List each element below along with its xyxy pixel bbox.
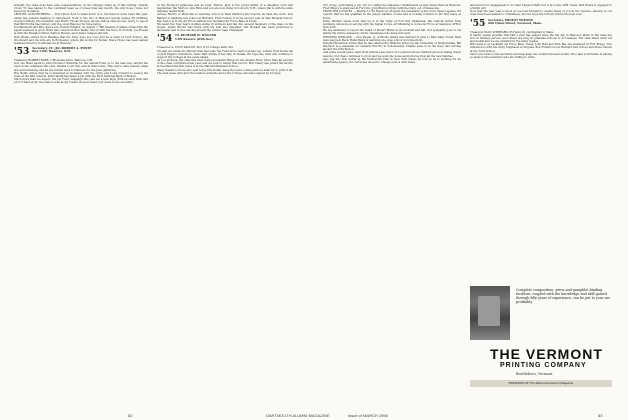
class-year-header xyxy=(157,34,293,44)
secretary-name: Secretary, ERNEST WIENER xyxy=(488,17,533,22)
column-paragraph: Send your news to the secretary and help keep the column full each month. The class is fortunate in having so many active members who are willing to write. xyxy=(470,52,612,59)
secretary-address: 600 Chase Street, Norwood, Mass. xyxy=(488,20,543,25)
column-paragraph: Though our ranks are thinner than last year, the Fund drive went over the top. Letters from Korea tell of Jack Eagan's adventure; Gene Dart writes of his duty in Alaska. We hope the class will continue to support the College in the years ahead. xyxy=(157,49,293,59)
ad-printers-bar xyxy=(470,380,612,387)
column-paragraph: Also ran into Bob Sutter at the Dartmouth Club in New York where he told us he is working for an advertising agency. Ed Curtis has moved to Chicago and is with Sears. xyxy=(323,57,461,64)
class-secretary xyxy=(175,34,216,41)
column-paragraph: Many thanks to those who sent notes this month. Keep the news coming and we shall try to print it all. The next issue will carry the reunion schedule and a list of those who have signed up for June. xyxy=(157,68,293,75)
column-paragraph: straight, the class does have nine representatives on the Olympic Team as of this writing. Charlie Cross '53 was named to the combined team as of press time last month. We only hope I have not been lost in mail in. xyxy=(14,4,148,14)
ad-bar-text: PRINTERS OF The Dartmouth Alumni Magazine xyxy=(508,381,574,385)
secretary-address: USN Reserve (ODS-Sec) xyxy=(175,36,213,41)
ad-title-2: PRINTING COMPANY xyxy=(500,362,587,369)
column-paragraph: Now that the new year is upon us we look forward to seeing many of you at the reunion. Several of our class have been named to committees, and we hope the turnout will be the best ever. xyxy=(470,10,612,17)
column-paragraph: Bill Lewis is at Lackland Air Force Base, Texas. John Hall and Dick Bay are stationed at Fort Bragg. Tom Anderson is with the Army Engineers in Virginia. Bob Fullerton is at Harvard Law School and Steve Carson at the Tuck School. xyxy=(470,43,612,53)
column-paragraph: announced for engagement to Lt. Paul Tingsel USAF, but is at Lowry AFB, Texas. Bud Evans is engaged to a Smith girl. xyxy=(470,4,612,11)
column-paragraph: WEDDING DEBLOCK ... Don Pippin, Jr. of Rhode Island was married in June to Miss Sally Tower. Best man was Jack Beck. Hank Black is teaching at a prep school in Connecticut. xyxy=(323,35,461,42)
column-paragraph: Treasurer, PAUL SHEPPARD, 65 Fenny St., Springfield 9, Mass. xyxy=(470,30,554,34)
column-paragraph: Ed Hammond and Mrs. had a son, Robert Edward, on August 7. Bill Stearns of Maine writes that the paper business is good. Word has come from Bob Keller, who is with the Navy in Norfolk. Joe Rowan is with the Sheraton Hotel chain in Boston, and visited campus last fall. xyxy=(14,26,148,36)
column-paragraph: We spent the New Year's holiday skiing in Vermont and ran into several members of the class on the slopes. Sandy Brown was there with his wife and daughter. Ted Howard has been promoted to lieutenant and is now serving aboard the carrier Lake Champlain. xyxy=(157,22,293,33)
secretary-name: Secretary, LT. (JG) ROBERT A. PONTE xyxy=(32,46,92,51)
class-year-header xyxy=(470,19,612,29)
page-number-right: 83 xyxy=(598,413,603,418)
text-column-1 xyxy=(14,4,148,404)
text-column-2 xyxy=(157,4,293,404)
column-paragraph: Treasurer, A. LYNN DALTON, Box 1101 College Park, Md. xyxy=(157,46,234,50)
secretary-address: Box 1100, Hanover, N.H. xyxy=(32,49,71,54)
column-paragraph: Dwight Henderson writes that he has entered the Wharton School at the University of Pennsylvania. Bill Peterson is a salesman for General Electric in Schenectady. Charlie Lane is in the Navy and serving aboard the USS Boston. xyxy=(323,41,461,52)
column-paragraph: Treasurer, ROBERT BARR, 2 Riverside Drive, Hanover, N.H. xyxy=(14,59,94,63)
column-paragraph: Kirby Winters sends word that he is in the Army at Fort Sill, Oklahoma. Jim Lamont writes from Germany, where he is serving with the Signal Corps. Art Manning is in the Air Force at Sampson AFB in New York. xyxy=(323,19,461,30)
class-year: '53 xyxy=(14,47,30,58)
class-year-header xyxy=(14,47,148,57)
vermont-printing-advertisement xyxy=(470,286,612,396)
ad-title: THE VERMONT xyxy=(490,346,603,362)
column-paragraph: CIC group, performing a job, not too unlike the stateside commitments as they knew them at Hanover. Fred Wilson is stationed at Fort Dix. John Brant is flying with the Navy out of Pensacola. xyxy=(323,4,461,11)
text-column-3 xyxy=(323,4,461,404)
column-paragraph: in the Rockport Jamboree and as Capt. Patton, Jack is the proud father of a daughter born last September. Jim Morton, wife Ellen and son are now living in Concord, N.H., where Jim is with the state highway department. xyxy=(157,4,293,14)
class-secretary xyxy=(488,19,542,26)
column-paragraph: George Morris of Plymouth is teaching school in West Hartford and reports he likes the work. Don Ballard is finishing law school at Harvard. Fred Carson is in his second year at Yale Medical School. Ray Taylor is in the Air Force stationed at Lackland Air Force Base in Texas. xyxy=(157,13,293,23)
column-paragraph: Much more than we expect, the job Fund campaign this year set a new high. With an early start and a lot of hard work, the class is well along toward its goal. Send your news to the secretary. xyxy=(14,77,148,85)
column-paragraph: And some recent news came from Jimmie Lane and Lou Lovelund whose children are now taking music lessons. Our class continues to grow and we welcome notes and pictures from all the new families. xyxy=(323,51,461,58)
ad-subtitle: Brattleboro, Vermont xyxy=(516,372,553,376)
column-paragraph: Our one Head Agent is John Grovenor. Rewards for the Alumni Fund go to the men who carried the load on the campaign this year. Thanks to all who sent in their notes. This year's class reunion plans are well underway and all are invited back to Hanover for the June gathering. xyxy=(14,62,148,72)
column-paragraph: We are saddened to report the death of Robert Miller in an accident last fall. Our sympathy goes to his family. He will be missed by all his classmates who knew him well. xyxy=(323,29,461,36)
class-year: '54 xyxy=(157,34,173,45)
issue-label: Issue of MARCH 1956 xyxy=(348,413,388,418)
printing-press-image xyxy=(470,286,510,340)
column-paragraph: It hardly seems possible that half a year has passed since the big day in Hanover. Many in the class are now in military service, and others are busy in graduate schools or in business. The class letter went out last month and we are grateful for the many replies. xyxy=(470,33,612,44)
class-year: '55 xyxy=(470,18,486,29)
ad-copy: Complete composition, press and pamphlet binding facilities, coupled with the knowledge and skill gained through fifty years of experience, can be put to your use profitably xyxy=(516,288,611,305)
magazine-name: DARTMOUTH ALUMNI MAGAZINE xyxy=(266,413,330,418)
column-paragraph: FROM THE JUNGLES ... Marine Lt. Ed Haywood dropped the newsletter a line from Camp Lejeune. Ed reports that he has qualified in the jungle warfare course and is looking forward to his first leave at home. xyxy=(323,10,461,20)
column-paragraph: As you all know, the class has been doing wonderful things for the Alumni Fund. More than 80 percent of the class contributed last year, and we look to better that record. Phil Cleary has joined the faculty at Deerfield and Bob Jones is at the Harvard Business School. xyxy=(157,59,293,69)
page-number-left: 82 xyxy=(128,413,133,418)
column-paragraph: Bob Reilly writes that he is stationed in Germany with the Army and looks forward to seeing the class at the fifth reunion. Peter Smith has taken a job with the First National Bank of Boston. xyxy=(14,71,148,78)
secretary-name: LT. RICHARD H. WAGNER xyxy=(175,33,217,38)
class-secretary xyxy=(32,47,91,54)
column-paragraph: Dick Blume writes from Reading that his Navy days are over and he is back at Tuck School. Jim Woodward and his wife are in Rochester, where Jim works for Kodak. Steve Howe has been named assistant director of admissions at Hanover. xyxy=(14,35,148,45)
column-paragraph: TROTTIE, ALSO RETIRING ... Don't know how to make much of it, but there is some news this year, under the general heading of retirement. Note to the trio of Hanover faculty names Ed Griffiths, George Ormsby, Jim Chandler, and Harry 'Hooks' Bowen; all are still as vital as ever. Sorry to report that Bill Trottie has retired, will live on at Hanover for time being. xyxy=(14,13,148,26)
